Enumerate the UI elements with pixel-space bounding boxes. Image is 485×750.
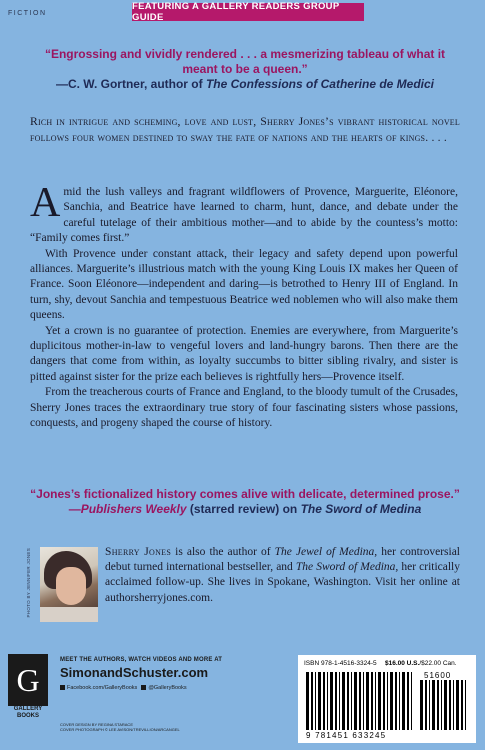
gallery-books-logo: G: [8, 654, 48, 706]
social-links: [60, 685, 187, 691]
quote-2-publication: Publishers Weekly: [80, 502, 187, 516]
synopsis-paragraph-1: Amid the lush valleys and fragrant wildflowers of Provence, Marguerite, Eléonore, Sanchia, and Beatrice have learned to charm, hunt, dance, and debate under the careful tutelage of their ambitious mother—and to abide by the countess’s motto: “Family comes first.”: [30, 180, 458, 245]
barcode-digits: 9 781451 633245: [306, 731, 387, 740]
gallery-books-logo-text: GALLERY BOOKS: [13, 706, 43, 719]
review-quote-2: “Jones’s fictionalized history comes alive with delicate, determined prose.” —Publishers Weekly (starred review) on The Sword of Medina: [30, 487, 460, 516]
synopsis-paragraph-2: With Provence under constant attack, their legacy and safety depend upon powerful alliances. Marguerite’s illustrious match with the young King Louis IX makes her Queen of France. Soon Eléonore—independent and daring—is betrothed to Henry III of England. In turn, shy, devout Sanchia and tempestuous Beatrice wed noblemen who will also make them queens.: [30, 247, 458, 322]
author-photo: [40, 547, 98, 622]
synopsis-paragraph-3: Yet a crown is no guarantee of protection. Enemies are everywhere, from Marguerite’s duplicitous mother-in-law to vengeful lovers and land-hungry barons. Then there are the dangers that come from within, as loyalty succumbs to bitter sibling rivalry, and sister is pitted against sister for the prize each believes is rightfully hers—Provence itself.: [30, 324, 458, 383]
price: $16.00 U.S./$22.00 Can.: [385, 660, 457, 667]
quote-2-text: “Jones’s fictionalized history comes alive with delicate, determined prose.”: [30, 487, 460, 501]
twitter-icon: [141, 685, 146, 690]
publisher-website: SimonandSchuster.com: [60, 665, 209, 680]
facebook-icon: [60, 685, 65, 690]
facebook-link: Facebook.com/GalleryBooks: [60, 685, 137, 691]
publisher-promo: MEET THE AUTHORS, WATCH VIDEOS AND MORE AT: [60, 657, 223, 663]
photo-credit: PHOTO BY JENNIFER JONES: [26, 548, 31, 618]
drop-cap: A: [30, 180, 61, 226]
review-quote-1: [30, 47, 460, 92]
cover-credits: COVER DESIGN BY REGINA STARACE COVER PHOTOGRAPH © LEE AVISON/TREVILLION/ARCANGEL: [60, 722, 180, 732]
intro-paragraph: Rich in intrigue and scheming, love and lust, Sherry Jones’s vibrant historical novel follows four women destined to sway the fate of nations and the hearts of kings. . . .: [30, 115, 460, 144]
category-label: FICTION: [8, 10, 47, 17]
price-code: 51600: [424, 671, 452, 680]
quote-1-text: “Engrossing and vividly rendered . . . a mesmerizing tableau of what it meant to be a queen.”: [44, 47, 446, 76]
synopsis: [30, 180, 458, 432]
isbn: ISBN 978-1-4516-3324-5: [304, 660, 377, 667]
price-barcode: [420, 680, 468, 730]
quote-2-title: The Sword of Medina: [300, 502, 422, 516]
quote-1-attribution: —C. W. Gortner, author of The Confessions of Catherine de Medici: [55, 77, 435, 91]
twitter-link: @GalleryBooks: [141, 685, 186, 691]
synopsis-paragraph-4: From the treacherous courts of France and England, to the bloody tumult of the Crusades, Sherry Jones traces the extraordinary true story of four fascinating sisters whose passions, conquests, and progeny shaped the course of history.: [30, 386, 458, 430]
author-name: Sherry Jones: [105, 546, 172, 558]
readers-guide-banner: FEATURING A GALLERY READERS GROUP GUIDE: [132, 3, 364, 21]
author-bio: Sherry Jones is also the author of The Jewel of Medina, her controversial debut turned international bestseller, and The Sword of Medina, her critically acclaimed follow-up. She lives in Spokane, Washington. Visit her online at authorsherryjones.com.: [105, 546, 461, 604]
isbn-barcode: [306, 672, 416, 730]
